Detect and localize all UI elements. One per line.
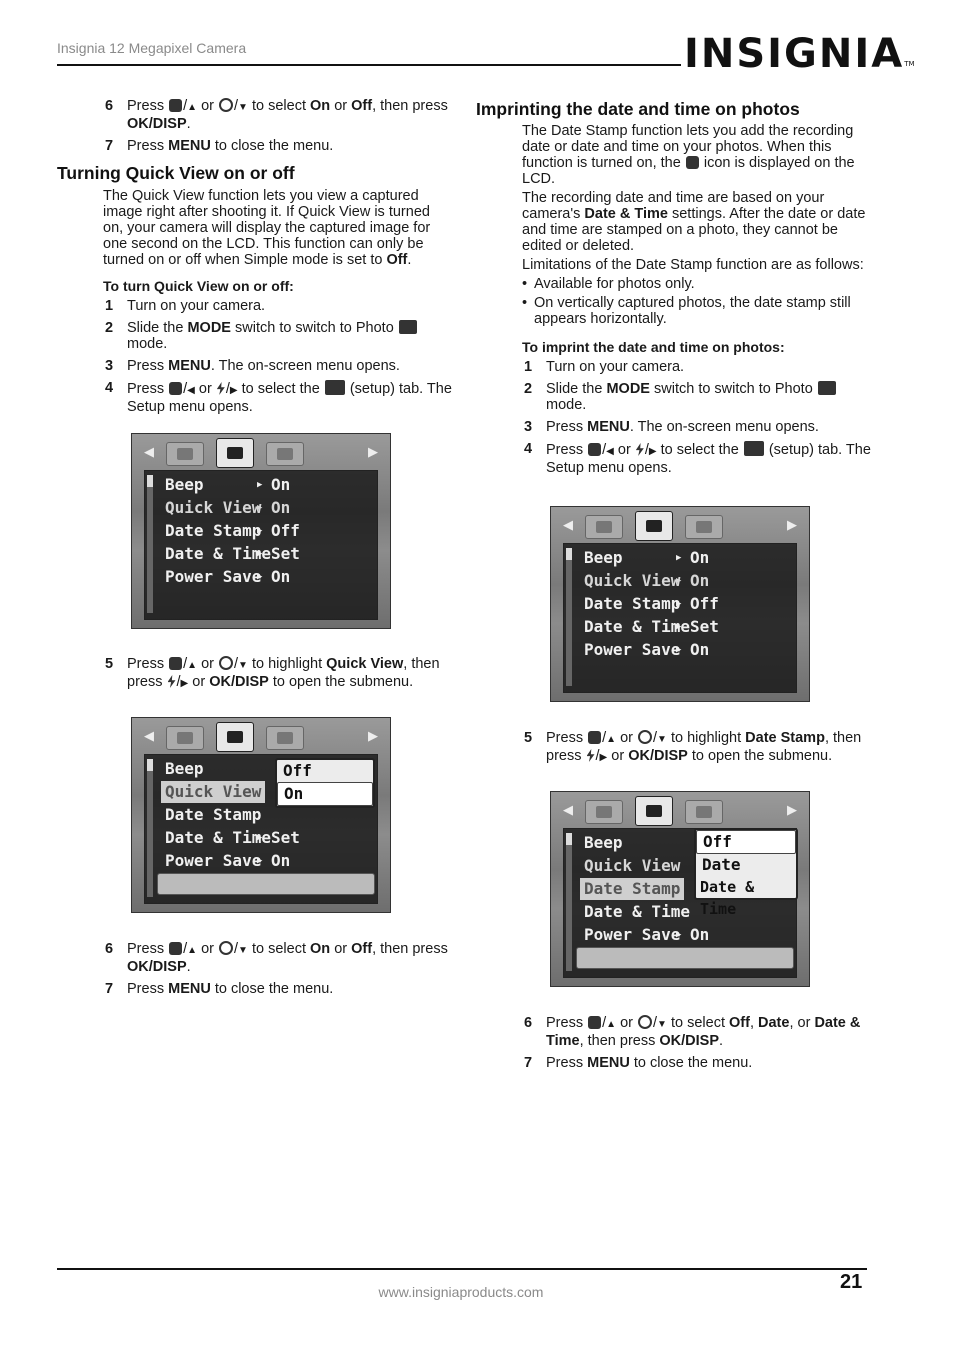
scrollbar [147,759,153,897]
right-arrow-icon: ▶ [368,728,378,743]
lcd-menu [144,470,378,620]
right-arrow-icon: ▶ [787,517,797,532]
step-1: 1 Turn on your camera. [524,359,685,375]
portrait-icon [169,99,182,112]
lcd-quick-view-submenu [131,717,391,913]
step-5: 5 Press /▲ or /▼ to highlight Date Stamp, then press /▶ or OK/DISP to open the submenu. [524,730,862,764]
menu-row: Power Save ▶ On [584,639,794,661]
menu-row: Beep [584,833,623,852]
tab-setup [216,438,254,468]
step-1: 1 Turn on your camera. [105,298,266,314]
submenu-option-selected: On [277,782,373,806]
tab-tools [685,515,723,539]
bullet-item: • Available for photos only. [522,276,695,292]
setup-icon [227,731,243,743]
up-arrow-icon: ▲ [187,102,198,113]
scrollbar [566,833,572,971]
date-stamp-intro: The Date Stamp function lets you add the recording date or date and time on your photos. When this function is turned on, the icon is displayed on the LCD. [522,123,855,187]
down-arrow-icon: ▼ [657,1019,667,1030]
flash-icon [636,443,644,456]
menu-row: Beep ▶ On [584,547,794,569]
submenu-option: Off [283,761,312,780]
setup-icon [744,441,764,456]
header-rule [57,64,681,66]
lcd-setup-menu-right [550,506,810,702]
menu-row: Quick View ▶ On [165,497,375,519]
wrench-icon [696,806,712,818]
tab-photo [585,800,623,824]
left-arrow-icon: ◀ [606,446,614,457]
menu-row: Power Save ▶ On [165,850,375,872]
right-arrow-icon: ▶ [599,752,608,763]
submenu-popup [694,828,798,918]
menu-row-highlighted: Quick View [165,781,375,803]
page-number: 21 [840,1271,863,1293]
lcd-tab-bar [551,792,809,828]
lcd-date-stamp-submenu [550,791,810,987]
tab-tools [266,442,304,466]
step-3: 3 Press MENU. The on-screen menu opens. [105,358,400,374]
step-5: 5 Press /▲ or /▼ to highlight Quick View, then press /▶ or OK/DISP to open the submenu. [105,656,440,690]
down-arrow-icon: ▼ [657,734,667,745]
section-title-quick-view: Turning Quick View on or off [57,163,295,183]
camera-icon [177,732,193,744]
scrollbar [566,548,572,686]
menu-row: Date Stamp ▶ Off [584,593,794,615]
right-steps-5 [476,730,876,772]
lcd-menu [563,543,797,693]
menu-row: Beep ▶ On [165,474,375,496]
menu-row: Date & Time [584,902,690,921]
menu-row: Power Save ▶ On [165,566,375,588]
right-arrow-icon: ▶ [648,446,657,457]
right-steps-6-7 [476,1015,876,1077]
wrench-icon [277,732,293,744]
right-arrow-icon: ▶ [229,385,238,396]
menu-row: Date Stamp [165,805,262,824]
tab-setup [216,722,254,752]
step-7: 7 Press MENU to close the menu. [105,981,334,997]
step-7-top: 7 Press MENU to close the menu. [105,138,334,154]
menu-row: Date & Time ▶ Set [165,543,375,565]
left-arrow-icon: ◀ [144,728,154,743]
timer-icon [638,730,652,744]
lcd-tab-bar [551,507,809,543]
bullet-item: • On vertically captured photos, the date stamp still appears horizontally. [522,295,851,327]
down-arrow-icon: ▼ [238,102,248,113]
menu-row: Power Save ▶ On [584,924,794,946]
step-2: 2 Slide the MODE switch to switch to Photo mode. [476,381,876,413]
camera-icon [177,448,193,460]
right-arrow-icon: ▶ [787,802,797,817]
right-arrow-icon: ▶ [180,678,189,689]
left-arrow-icon: ◀ [144,444,154,459]
left-arrow-icon: ◀ [563,517,573,532]
date-stamp-icon [686,156,699,169]
right-column [476,98,876,482]
submenu-option: Date [702,855,741,874]
right-arrow-icon: ▶ [368,444,378,459]
lcd-setup-menu-left [131,433,391,629]
setup-icon [227,447,243,459]
section-title-date-stamp: Imprinting the date and time on photos [476,99,800,119]
date-stamp-basis: The recording date and time are based on your camera's Date & Time settings. After the date or date and time are stamped on a photo, they cannot be edited or deleted. [522,190,866,254]
step-7: 7 Press MENU to close the menu. [524,1055,753,1071]
lcd-tab-bar [132,718,390,754]
left-arrow-icon: ◀ [187,385,195,396]
timer-icon [219,656,233,670]
step-6: 6 Press /▲ or /▼ to select Off, Date, or Date & Time, then press OK/DISP. [524,1015,861,1049]
tab-setup [635,796,673,826]
step-6: 6 Press /▲ or /▼ to select On or Off, then press OK/DISP. [105,941,448,975]
down-arrow-icon: ▼ [238,945,248,956]
portrait-icon [169,942,182,955]
flash-icon [587,749,595,762]
submenu-option-selected: Off [696,830,796,854]
left-arrow-icon: ◀ [563,802,573,817]
lcd-tab-bar [132,434,390,470]
lcd-info-bar [157,873,375,895]
header-title: Insignia 12 Megapixel Camera [57,40,247,56]
step-6-top: 6 Press /▲ or /▼ to select On or Off, then press OK/DISP. [105,98,448,132]
macro-icon [588,443,601,456]
tab-setup [635,511,673,541]
step-4: 4 Press /◀ or /▶ to select the (setup) tab. The Setup menu opens. [524,441,871,476]
menu-row: Quick View ▶ On [584,570,794,592]
tab-tools [685,800,723,824]
step-4: 4 Press /◀ or /▶ to select the (setup) tab. The Setup menu opens. [105,380,452,415]
timer-icon [219,98,233,112]
date-stamp-limits: Limitations of the Date Stamp function are as follows: [522,257,864,273]
menu-row: Quick View [584,856,681,875]
menu-row: Beep [165,759,204,778]
menu-row: Date Stamp ▶ Off [165,520,375,542]
menu-row: Date & Time ▶ Set [584,616,794,638]
setup-icon [646,805,662,817]
camera-icon [596,806,612,818]
tab-photo [585,515,623,539]
footer-url[interactable]: www.insigniaproducts.com [378,1284,544,1300]
portrait-icon [169,657,182,670]
portrait-icon [588,1016,601,1029]
down-arrow-icon: ▼ [238,660,248,671]
brand-logo: INSIGNIA™ [684,31,915,77]
subhead-quick-view: To turn Quick View on or off: [103,278,294,294]
up-arrow-icon: ▲ [187,660,198,671]
scrollbar [147,475,153,613]
timer-icon [638,1015,652,1029]
tab-photo [166,442,204,466]
up-arrow-icon: ▲ [606,1019,617,1030]
submenu-popup [275,758,375,808]
tab-tools [266,726,304,750]
camera-icon [399,320,417,334]
left-column [57,98,457,421]
lcd-info-bar [576,947,794,969]
up-arrow-icon: ▲ [606,734,617,745]
step-3: 3 Press MENU. The on-screen menu opens. [524,419,819,435]
timer-icon [219,941,233,955]
camera-icon [818,381,836,395]
up-arrow-icon: ▲ [187,945,198,956]
flash-icon [168,675,176,688]
submenu-option: Date & Time [700,878,755,918]
tab-photo [166,726,204,750]
subhead-date-stamp: To imprint the date and time on photos: [522,339,785,355]
macro-icon [169,382,182,395]
left-steps-5 [57,656,457,698]
left-steps-6-7 [57,941,457,1003]
camera-icon [596,521,612,533]
setup-icon [325,380,345,395]
setup-icon [646,520,662,532]
portrait-icon [588,731,601,744]
menu-row-highlighted: Date Stamp [584,878,794,900]
wrench-icon [277,448,293,460]
footer-rule [57,1268,867,1270]
step-2: 2 Slide the MODE switch to switch to Photo mode. [57,320,457,352]
menu-row: Date & Time ▶ Set [165,827,375,849]
flash-icon [217,382,225,395]
wrench-icon [696,521,712,533]
quick-view-intro: The Quick View function lets you view a captured image right after shooting it. If Quick View is turned on, your camera will display the captured image for one second on the LCD. This function can only be turned on or off when Simple mode is set to Off. [103,188,431,268]
